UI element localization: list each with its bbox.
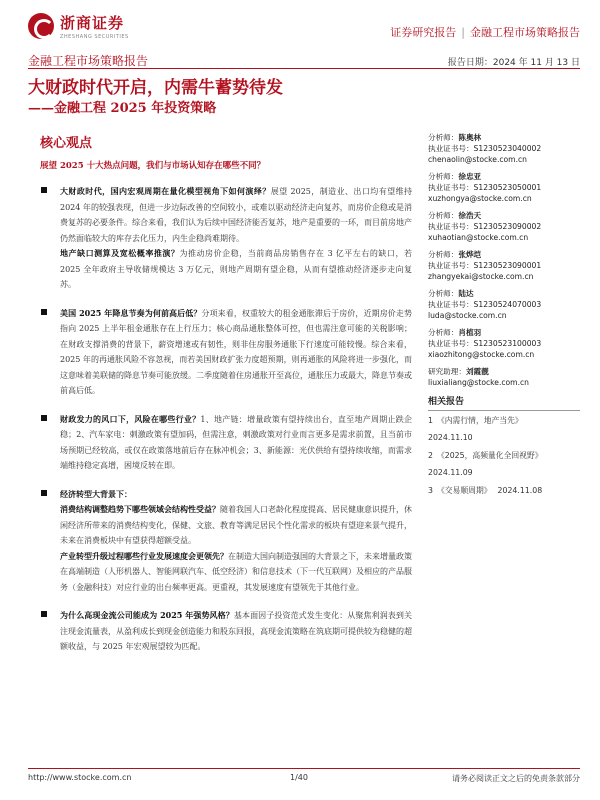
bullet-paragraph [60,246,412,293]
analyst-entry [428,366,580,388]
analyst-license: 执业证书号：S1230523090001 [428,261,542,270]
analyst-license: 执业证书号：S1230523100003 [428,339,542,348]
bullet-paragraph [60,549,412,596]
bullet-paragraph [60,608,412,655]
bullet-text: 展望 2025，制造业、出口均有望维持 2024 年的较强表现，但进一步边际改善的空间较小，或难以驱动经济走向复苏，而房价企稳或是消费复苏的必要条件。综合来看，我们认为后续中国经济能否复苏，地产是重要的一环，而目前房地产仍然面临较大的库存去化压力，内生企稳尚难期待。 [60,187,412,243]
bullet-text: 为推动房价企稳，当前商品房销售存在 3 亿平左右的缺口，若 2025 全年政府主导收储规模达 3 万亿元，则地产周期有望企稳，从而有望推动经济逐步走向复苏。 [60,249,412,289]
analyst-entry [428,327,580,360]
bullet-bold: 地产缺口测算及宽松概率推演？ [60,248,180,258]
bullet-text: 在制造大国向制造强国的大背景之下，未来增量政策在高端制造（人形机器人、智能网联汽车、低空经济）和信息技术（下一代互联网）及相应的产品服务（金融科技）对应行业的出台频率更高。更重视，其发展速度有望领先于其他行业。 [60,551,412,592]
bullet-item [40,487,412,596]
analyst-email[interactable]: liuxialiang@stocke.com.cn [428,378,529,387]
analyst-email[interactable]: chenaolin@stocke.com.cn [428,155,527,164]
analyst-entry [428,132,580,165]
bullet-text: 1、地产链：增量政策有望持续出台，直至地产周期止跌企稳；2、汽车家电：刺激政策有望加码，但需注意，刺激政策对行业而言更多是需求前置，且当前市场预期已经较高，或仅在政策落地前后存在脉冲机会；3、新能源：光伏供给有望持续收缩，而需求端维持稳定高增，困境反转在即。 [60,414,413,470]
bullet-text: 基本面因子投资范式发生变化：从聚焦利润表到关注现金流量表，从盈利成长到现金创造能力和股东回报，高现金流策略在筑底期可提供较为稳健的超额收益，与 2025 年宏观展望较为匹配。 [60,611,413,651]
bullet-item [40,306,412,399]
analyst-role: 分析师： [428,289,459,298]
related-report-num: 3 [428,486,433,495]
related-reports-heading: 相关报告 [428,394,580,411]
analyst-license: 执业证书号：S1230523040002 [428,144,542,153]
report-type: 金融工程市场策略报告 [28,54,149,68]
main-content [40,132,412,655]
related-report-item[interactable] [428,448,580,481]
related-report-title: 《2025，高频量化全回视野》 [436,451,543,460]
bullet-item [40,608,412,655]
report-date: 报告日期：2024 年 11 月 13 日 [447,58,580,68]
footer-website[interactable]: http://www.stocke.com.cn [28,773,132,782]
analyst-role: 研究助理： [428,367,466,376]
header-category-left: 证券研究报告 [390,26,457,39]
related-report-num: 1 [428,416,433,425]
company-logo [28,12,129,40]
bullet-bold: 消费结构调整趋势下哪些领域会结构性受益？ [60,504,220,514]
analyst-name: 陆达 [458,289,474,298]
analyst-role: 分析师： [428,328,459,337]
analyst-role: 分析师： [428,133,459,142]
analyst-role: 分析师： [428,172,459,181]
header-category-right: 金融工程市场策略报告 [470,26,580,39]
bullet-item [40,412,412,474]
footer-disclaimer: 请务必阅读正文之后的免责条款部分 [452,774,580,783]
lead-question: 展望 2025 十大热点问题，我们与市场认知存在哪些不同？ [40,161,266,171]
analyst-email[interactable]: xiaozhitong@stocke.com.cn [428,350,535,359]
bullet-bold: 美国 2025 年降息节奏为何前高后低？ [60,307,202,318]
bullet-text: 随着我国人口老龄化程度提高、居民健康意识提升，休闲经济所带来的消费结构变化，保健、文旅、教育等满足居民个性化需求的板块有望迎来景气提升，未来在消费板块中有望获得超额受益。 [60,505,412,545]
sidebar [428,132,580,500]
analyst-entry [428,288,580,321]
report-title: 大财政时代开启，内需牛蓄势待发 [28,78,283,98]
related-report-num: 2 [428,451,433,460]
analyst-name: 刘霞靓 [465,367,489,376]
related-report-item[interactable] [428,483,580,500]
analyst-license: 执业证书号：S1230523090002 [428,222,542,231]
related-report-date: 2024.11.10 [428,432,473,442]
report-subtitle: ——金融工程 2025 年投资策略 [28,101,217,116]
analyst-email[interactable]: zhangyekai@stocke.com.cn [428,272,534,281]
related-report-item[interactable] [428,413,580,446]
related-report-date: 2024.11.09 [428,467,473,477]
logo-mark-icon [28,13,54,39]
bullet-bold: 为什么高现金流公司能成为 2025 年强势风格？ [60,610,234,620]
analyst-entry [428,249,580,282]
bullet-paragraph [60,306,412,399]
analyst-name: 张烨垲 [458,250,482,259]
analyst-name: 徐忠亚 [458,172,482,181]
header-divider [28,68,580,69]
analyst-name: 徐浩天 [458,211,482,220]
analyst-name: 陈奥林 [458,133,482,142]
bullet-paragraph [60,487,412,503]
footer-page-number: 1/40 [290,773,308,782]
related-report-title: 《交易顺周期》 [436,486,492,495]
analyst-email[interactable]: xuhaotian@stocke.com.cn [428,233,529,242]
analyst-role: 分析师： [428,250,459,259]
logo-english-name: ZHESHANG SECURITIES [60,34,129,40]
analyst-license: 执业证书号：S1230523050001 [428,183,542,192]
page-header [28,10,580,56]
logo-name: 浙商证券 [60,14,125,32]
bullet-bold: 经济转型大背景下： [60,488,132,499]
bullet-bold: 财政发力的风口下，风险在哪些行业？ [60,413,201,424]
analyst-role: 分析师： [428,211,459,220]
related-report-date: 2024.11.08 [497,486,543,495]
header-category [390,24,580,40]
analyst-name: 肖植羽 [458,328,482,337]
bullet-bold: 产业转型升级过程哪些行业发展速度会更领先？ [60,550,228,561]
bullet-text: 分项来看，权重较大的租金通胀滞后于房价，近期房价走势指向 2025 上半年租金通胀存在上行压力；核心商品通胀整体可控，但也需注意可能的关税影响；在财政支撑消费的背景下，薪资增速或有韧性，则非住房服务通胀下行速度可能较慢。综合来看，2025 年的再通胀风险不容忽视，而若美国财政扩张力度超预期，则再通胀的风险将进一步强化，而这意味着美联储的降息节奏可能放缓。二季度随着住房通胀开至高位，通胀压力或最大，降息节奏或前高后低。 [60,308,413,395]
header-separator: | [461,26,465,39]
section-heading: 核心观点 [40,136,93,151]
bullet-bold: 大财政时代，国内宏观周期在量化模型视角下如何演绎？ [60,186,271,196]
analyst-email[interactable]: xuzhongya@stocke.com.cn [428,194,532,203]
bullet-item [40,184,412,293]
analyst-license: 执业证书号：S1230524070003 [428,300,542,309]
analyst-email[interactable]: luda@stocke.com.cn [428,311,507,320]
analyst-entry [428,210,580,243]
analyst-entry [428,171,580,204]
bullet-paragraph [60,502,412,549]
related-report-title: 《内需行情，地产当先》 [436,416,523,425]
bullet-paragraph [60,412,412,474]
bullet-paragraph [60,184,412,246]
footer-divider [28,768,580,769]
